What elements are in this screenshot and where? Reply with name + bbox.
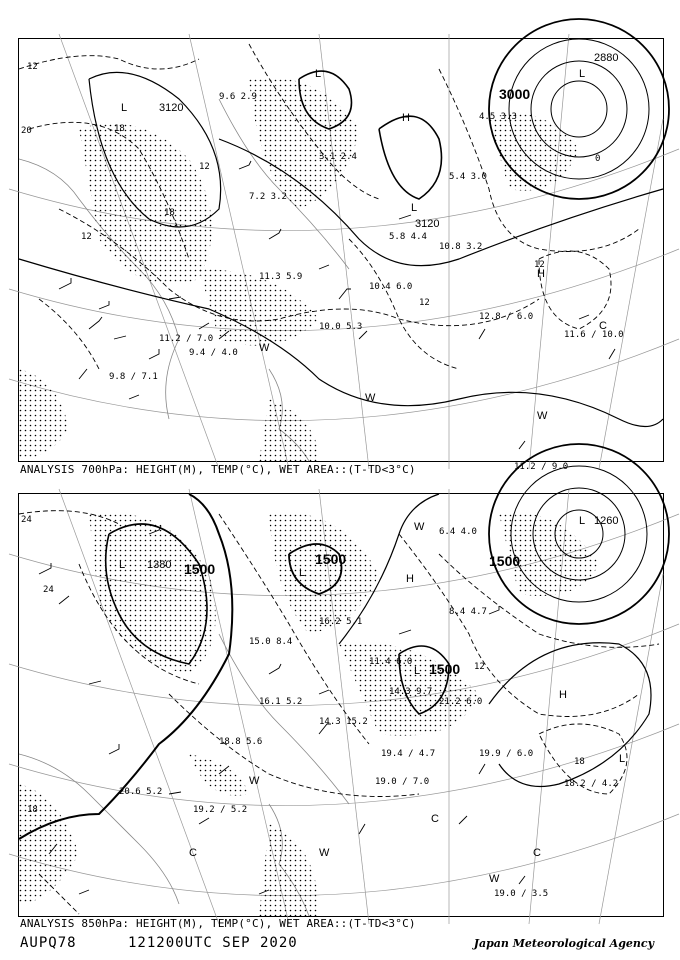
agency-name: Japan Meteorological Agency <box>473 937 654 950</box>
station-obs: 14.3 9.7 <box>389 687 433 697</box>
contour-label-3000: 3000 <box>499 86 531 102</box>
center-H-850b: H <box>559 689 567 701</box>
cold-letter: C <box>599 320 607 332</box>
wet-area <box>19 78 579 461</box>
center-L-700d: L <box>315 68 322 80</box>
analysis-time: 121200UTC SEP 2020 <box>128 935 298 951</box>
station-obs: 18.2 / 4.2 <box>564 779 619 789</box>
contour-label: 20 <box>21 126 32 136</box>
center-L-850b: L <box>299 567 306 579</box>
station-obs: 18.8 5.6 <box>219 737 263 747</box>
center-L-700c: L <box>411 202 418 214</box>
center-H-700: H <box>402 112 410 124</box>
station-obs: 9.6 2.9 <box>219 92 257 102</box>
contour-label: 18 <box>27 805 38 815</box>
contour-label: 18 <box>574 757 585 767</box>
warm-letter: W <box>414 521 425 533</box>
analysis-map-850hpa <box>18 493 664 917</box>
center-L-700a: L <box>121 102 128 114</box>
cold-letter: C <box>189 847 197 859</box>
caption-700hpa: ANALYSIS 700hPa: HEIGHT(M), TEMP(°C), WET AREA::(T-TD<3°C) <box>20 463 416 476</box>
contour-label: 12 <box>199 162 210 172</box>
contour-label: 18 <box>164 208 175 218</box>
center-L-850d: L <box>414 665 421 677</box>
center-H-850: H <box>406 573 414 585</box>
station-obs: 8.4 4.7 <box>449 607 487 617</box>
center-value: 3120 <box>415 218 440 230</box>
contour-label: 12 <box>419 298 430 308</box>
contour-label-1500: 1500 <box>315 551 347 567</box>
station-obs: 6.4 4.0 <box>439 527 477 537</box>
warm-letter: W <box>489 873 500 885</box>
contour-label: 18 <box>114 124 125 134</box>
center-L-850e: L <box>619 753 626 765</box>
contour-label: 12 <box>81 232 92 242</box>
center-value: 1380 <box>147 559 172 571</box>
station-obs: 20.6 5.2 <box>119 787 163 797</box>
station-obs: 19.0 / 3.5 <box>494 889 549 899</box>
map-850hpa-svg <box>19 494 663 916</box>
warm-letter: W <box>319 847 330 859</box>
station-obs: 19.9 / 6.0 <box>479 749 534 759</box>
station-obs: 16.1 5.2 <box>259 697 303 707</box>
station-obs: 11.2 / 7.0 <box>159 334 214 344</box>
station-obs: 14.3 15.2 <box>319 717 368 727</box>
center-L-850c: L <box>579 515 586 527</box>
station-obs: 19.4 / 4.7 <box>381 749 436 759</box>
center-value: 1260 <box>594 515 619 527</box>
contour-label-1500: 1500 <box>184 561 216 577</box>
warm-letter: W <box>249 775 260 787</box>
center-H-700b: H <box>537 268 545 280</box>
station-obs: 10.4 6.0 <box>369 282 413 292</box>
contour-label: 12 <box>27 62 38 72</box>
cold-letter: C <box>533 847 541 859</box>
station-obs: 19.2 / 5.2 <box>193 805 248 815</box>
station-obs: 12.8 / 6.0 <box>479 312 534 322</box>
center-value: 2880 <box>594 52 619 64</box>
station-obs: 9.4 / 4.0 <box>189 348 238 358</box>
contour-label: 0 <box>595 154 601 164</box>
station-obs: 9.8 / 7.1 <box>109 372 158 382</box>
station-obs: 21.2 6.0 <box>439 697 483 707</box>
contour-label: 12 <box>474 662 485 672</box>
station-obs: 3.1 2.4 <box>319 152 357 162</box>
station-obs: 16.2 5.1 <box>319 617 363 627</box>
station-obs: 7.2 3.2 <box>249 192 287 202</box>
center-L-700b: L <box>579 68 586 80</box>
station-obs: 5.8 4.4 <box>389 232 427 242</box>
station-obs: 19.0 / 7.0 <box>375 777 430 787</box>
contour-label: 24 <box>21 515 32 525</box>
caption-850hpa: ANALYSIS 850hPa: HEIGHT(M), TEMP(°C), WET AREA::(T-TD<3°C) <box>20 917 416 930</box>
station-obs: 11.3 5.9 <box>259 272 303 282</box>
contour-label-1500: 1500 <box>489 553 521 569</box>
contour-label: 24 <box>43 585 54 595</box>
chart-code: AUPQ78 <box>20 935 77 951</box>
center-value: 3120 <box>159 102 184 114</box>
center-L-850a: L <box>119 559 126 571</box>
station-obs: 4.5 3.3 <box>479 112 517 122</box>
station-obs: 11.4 6.0 <box>369 657 413 667</box>
station-obs: 5.4 3.0 <box>449 172 487 182</box>
station-obs: 10.0 5.3 <box>319 322 363 332</box>
contour-label: 12 <box>534 260 545 270</box>
cold-letter: C <box>431 813 439 825</box>
station-obs: 11.6 / 10.0 <box>564 330 624 340</box>
warm-letter: W <box>537 410 548 422</box>
station-obs: 11.2 / 9.0 <box>514 462 569 472</box>
center-value: 1500 <box>429 661 461 677</box>
warm-letter: W <box>259 342 270 354</box>
warm-letter: W <box>365 392 376 404</box>
station-obs: 10.8 3.2 <box>439 242 483 252</box>
station-obs: 15.0 8.4 <box>249 637 293 647</box>
